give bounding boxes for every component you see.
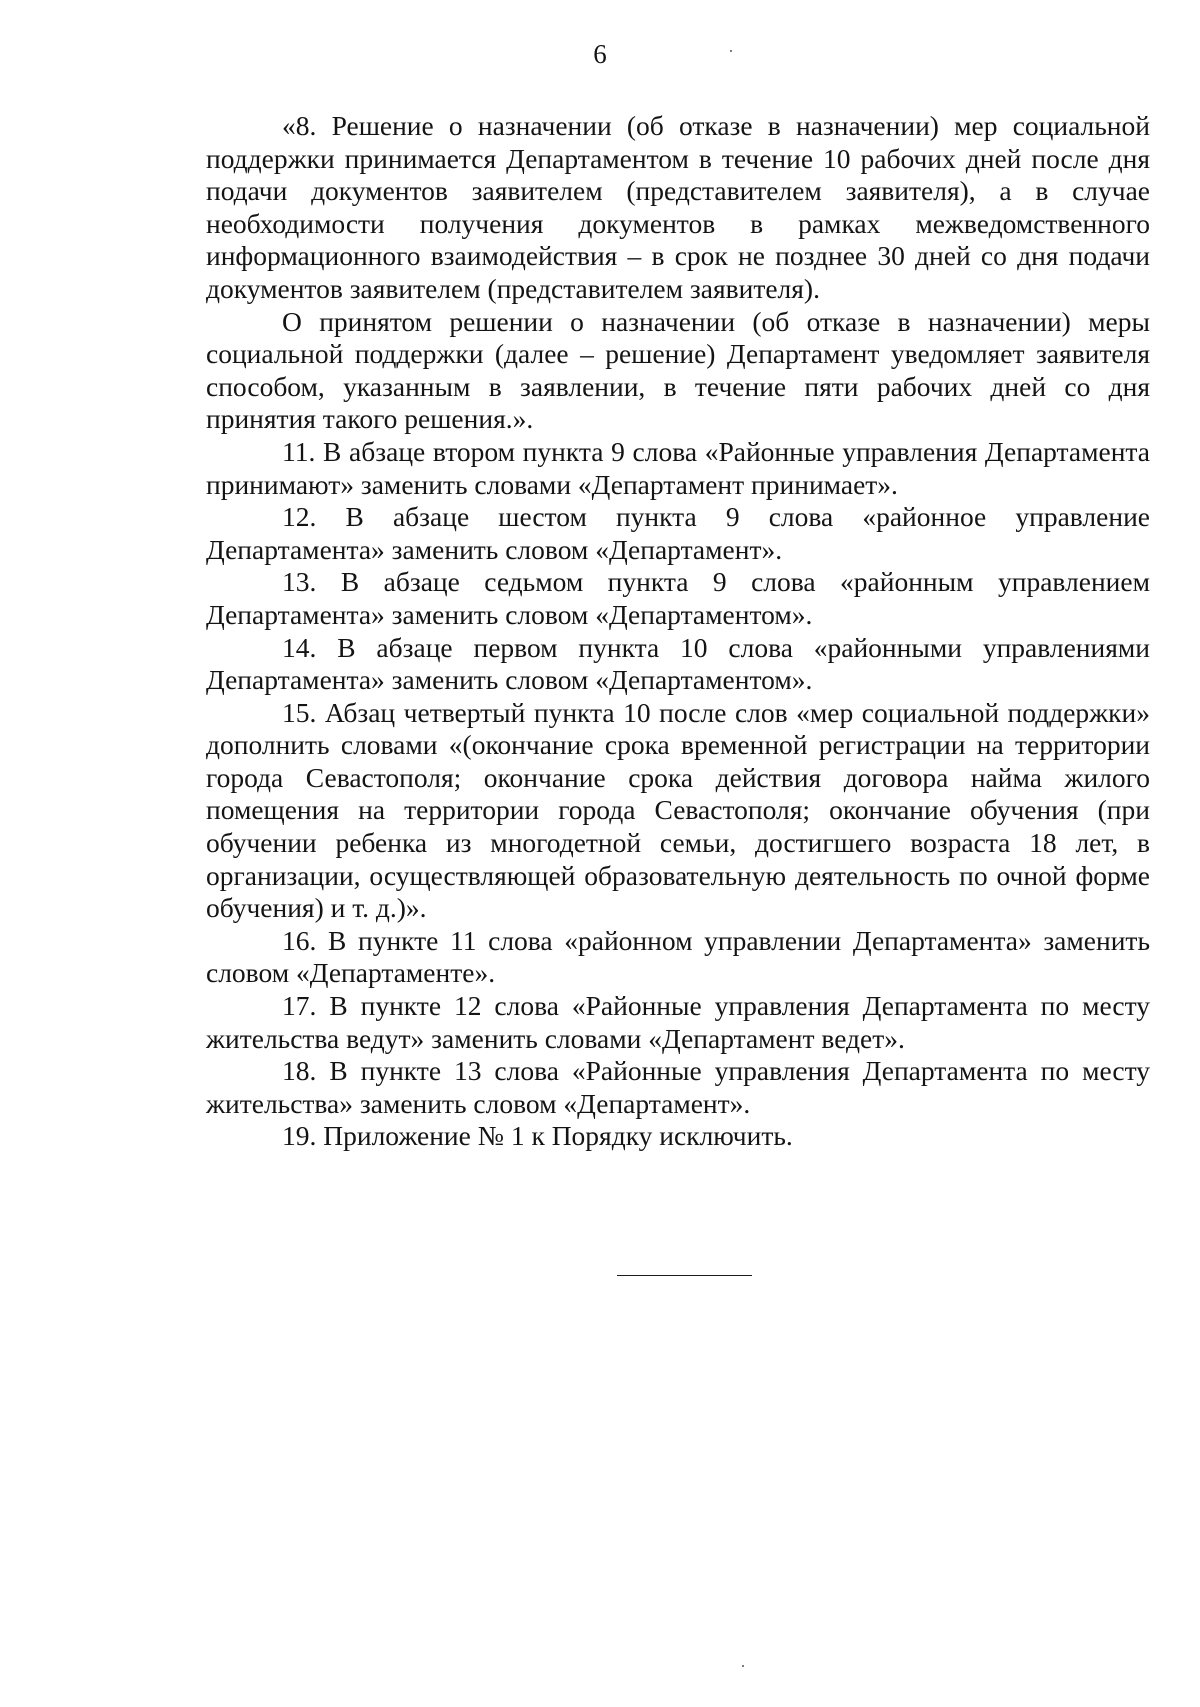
paragraph-item-18: 18. В пункте 13 слова «Районные управления Департамента по месту жительства» заменить словом «Департамент». xyxy=(206,1055,1150,1119)
scan-speck xyxy=(730,50,732,52)
paragraph-item-13: 13. В абзаце седьмом пункта 9 слова «районным управлением Департамента» заменить словом «Департаментом». xyxy=(206,566,1150,630)
paragraph-item-12: 12. В абзаце шестом пункта 9 слова «районное управление Департамента» заменить словом «Департамент». xyxy=(206,501,1150,565)
paragraph-item-11: 11. В абзаце втором пункта 9 слова «Районные управления Департамента принимают» заменить словами «Департамент принимает». xyxy=(206,435,1150,500)
paragraph-item-17: 17. В пункте 12 слова «Районные управления Департамента по месту жительства ведут» заменить словами «Департамент ведет». xyxy=(206,990,1150,1054)
paragraph-decision-notice: О принятом решении о назначении (об отказе в назначении) меры социальной поддержки (далее – решение) Департамент уведомляет заявителя способом, указанным в заявлении, в течение пяти рабочих дней со дня принятия такого решения.». xyxy=(206,305,1150,435)
scan-speck xyxy=(742,1665,744,1667)
document-body xyxy=(206,110,1150,1153)
paragraph-item-14: 14. В абзаце первом пункта 10 слова «районными управлениями Департамента» заменить словом «Департаментом». xyxy=(206,631,1150,696)
page-number: 6 xyxy=(593,39,607,69)
paragraph-8-decision: «8. Решение о назначении (об отказе в назначении) мер социальной поддержки принимается Департаментом в течение 10 рабочих дней после дня подачи документов заявителем (представителем заявителя), а в случае необходимости получения документов в рамках межведомственного информационного взаимодействия – в срок не позднее 30 дней со дня подачи документов заявителем (представителем заявителя). xyxy=(206,110,1150,304)
end-of-text-divider xyxy=(617,1275,752,1276)
paragraph-item-16: 16. В пункте 11 слова «районном управлении Департамента» заменить словом «Департаменте». xyxy=(206,924,1150,989)
paragraph-item-19: 19. Приложение № 1 к Порядку исключить. xyxy=(282,1120,793,1152)
paragraph-item-15: 15. Абзац четвертый пункта 10 после слов «мер социальной поддержки» дополнить словами «(окончание срока временной регистрации на территории города Севастополя; окончание срока действия договора найма жилого помещения на территории города Севастополя; окончание обучения (при обучении ребенка из многодетной семьи, достигшего возраста 18 лет, в организации, осуществляющей образовательную деятельность по очной форме обучения) и т. д.)». xyxy=(206,696,1150,924)
